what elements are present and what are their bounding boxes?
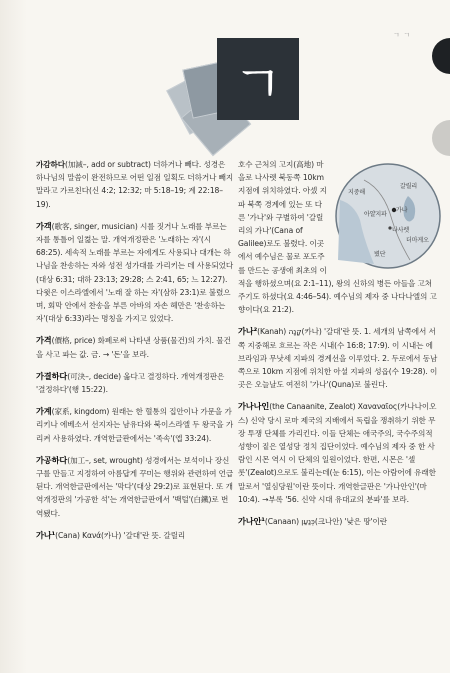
- entry-headword: 가나¹: [36, 529, 56, 540]
- dictionary-entry: [36, 158, 234, 211]
- dictionary-entry: [238, 325, 438, 391]
- cana-location-map: [334, 160, 442, 270]
- map-label-beth: 볐단: [374, 251, 386, 258]
- entry-text: (歌客, singer, musician) 시를 짓거나 노래를 부르는 자를 통틀어 일컳는 말. 개역개정판은 '노래하는 자'(시 68:25). 세속적 노래를 부르는 자에게도 사용되나 대개는 하나님을 찬송하는 자와 성전 성가대를 가리키는 데 사용되었다(대상 6:31; 대하 23:13; 29:28; 스 2:41, 65; 느 12:27). 다윗은 이스라엘에서 '노래 잘 하는 자'(삼하 23:1)로 불렸으며, 회막 안에서 찬송을 부른 아바의 자손 헤만은 '찬송하는 자'(대상 6:33)라는 명칭을 가지고 있었다.: [36, 221, 234, 324]
- left-column: [36, 158, 234, 551]
- entry-text: 호수 근처의 고지(高地) 마을로 나사렛 북동쪽 10km 지점에 위치하였다. 아셌 지파 북쪽 경계에 있는 또 다른 '가나'와 구별하여 '갈릴리의 가나'(Cana of Galilee)로도 불렸다. 이곳에서 예수님은 물로 포도주를 만드는 공생애 최초의 이적을 행하셨으며(요 2:1–11), 왕의 신하의 병든 아들을 고쳐 주기도 하셨다(요 4:46–54). 예수님의 제자 중 나다나엘의 고향이다(요 21:2).: [238, 160, 437, 315]
- entry-headword: 가객: [36, 220, 52, 231]
- map-label-tiberias: 더마게오: [406, 237, 429, 244]
- entry-headword: 가나나인: [238, 401, 270, 412]
- right-column: [238, 158, 438, 537]
- entry-text: (加減–, add or subtract) 더하거나 빼다. 성경은 하나님의 말씀이 완전하므로 어떤 일점 일획도 더하거나 빼지 말라고 가르친다(신 4:2; 12:32; 마 5:18–19; 계 22:18–19).: [36, 160, 234, 209]
- entry-headword: 가격: [36, 335, 52, 346]
- dictionary-entry: [36, 334, 234, 360]
- running-head: ㄱ ㄱ: [392, 31, 410, 39]
- section-thumb-tab[interactable]: [432, 38, 450, 74]
- section-thumb-tab-faded: [432, 120, 450, 156]
- dictionary-entry: [238, 515, 438, 528]
- entry-text: (家系, kingdom) 원래는 한 혈통의 집안이나 가문을 가리키나 에베소서 선지자는 남유다와 북이스라엘 두 왕국을 가리켜 사용하였다. 개역한글판에서는 '족속'(엡 33:24).: [36, 407, 234, 443]
- entry-headword: 가계: [36, 406, 52, 417]
- section-letter-emblem: [165, 38, 305, 158]
- entry-text: (可決–, decide) 옮다고 결정하다. 개역개정판은 '결정하다'(행 15:22).: [36, 371, 225, 395]
- dictionary-entry: [36, 370, 234, 396]
- entry-text: (價格, price) 화폐로써 나타낸 상품(물건)의 가치. 물건을 사고 파는 값. 금. → '돈'을 보라.: [36, 336, 231, 359]
- dictionary-entry: [36, 529, 234, 542]
- entry-headword: 가감하다: [36, 160, 65, 169]
- map-label-nazareth: 나사렛: [392, 227, 410, 234]
- map-label-region: 아얄지파: [364, 211, 387, 218]
- dictionary-entry: [238, 400, 438, 506]
- entry-headword: 가공하다: [36, 454, 68, 465]
- dictionary-entry: [36, 454, 234, 520]
- entry-text: (Cana) Κανά(카나) '갈대'란 뜻. 갈릴리: [55, 530, 186, 540]
- map-label-cana: 가나: [396, 207, 408, 214]
- entry-headword: 가나²: [238, 326, 258, 337]
- entry-text: (Kanah) קָנָה(카나) '갈대'란 뜻. 1. 세개의 남쪽에서 서쪽 지중해로 흐르는 작은 시내(수 16:8; 17:9). 이 시내는 에브라임과 무낫세 지파의 경계선을 이루었다. 2. 두로에서 동남쪽으로 10km 지점에 위치한 아셜 지파의 성읍(수 19:28). 이곳은 오늘날도 여전히 '가나'(Quna)로 불린다.: [238, 327, 438, 390]
- map-label-sea: 지중해: [348, 189, 366, 196]
- entry-text: (加工–, set, wrought) 성경에서는 보석이나 장신구를 만들고 지정하여 아름답게 꾸미는 행위와 관련하여 언급된다. 개역한글판에서는 '막다'(대상 29:2)로 표현된다. 또 개역개정판의 '가공한 석'는 개역한글판에서 '백털'(白鐵)로 번역됐다.: [36, 455, 234, 518]
- entry-text: (Canaan) כְּנַעַן(크나안) '낮은 땅'이란: [264, 517, 388, 527]
- section-letter: ㄱ: [217, 38, 299, 120]
- entry-headword: 가나안¹: [238, 516, 265, 527]
- entry-text: (the Canaanite, Zealot) Χαναναῖος(카나나이오스) 신약 당시 로마 제국의 지배에서 독립을 쟁취하기 위한 무장 투쟁 단체를 가리킨다. 이들 단체는 애국주의, 국수주의적 성향이 짙은 열성당 정치 집단이었다. 예수님의 제자 중 한 사람인 시몬 역시 이 단체의 일원이었다. 한편, 시몬은 '셀롯'(Zealot)으로도 불리는데(눈 6:15), 이는 아람어에 유래한 말로서 '열심당원'이란 뜻이다. 개역한글판은 '가나안인'(마 10:4). →부록 '56. 신약 시대 유대교의 분파'를 보라.: [238, 402, 437, 504]
- entry-headword: 가결하다: [36, 370, 68, 381]
- dictionary-entry-continued: [238, 158, 438, 316]
- map-graphic: [334, 160, 442, 270]
- map-label-galilee: 갈릴리: [400, 183, 418, 190]
- dictionary-entry: [36, 220, 234, 326]
- dictionary-entry: [36, 405, 234, 445]
